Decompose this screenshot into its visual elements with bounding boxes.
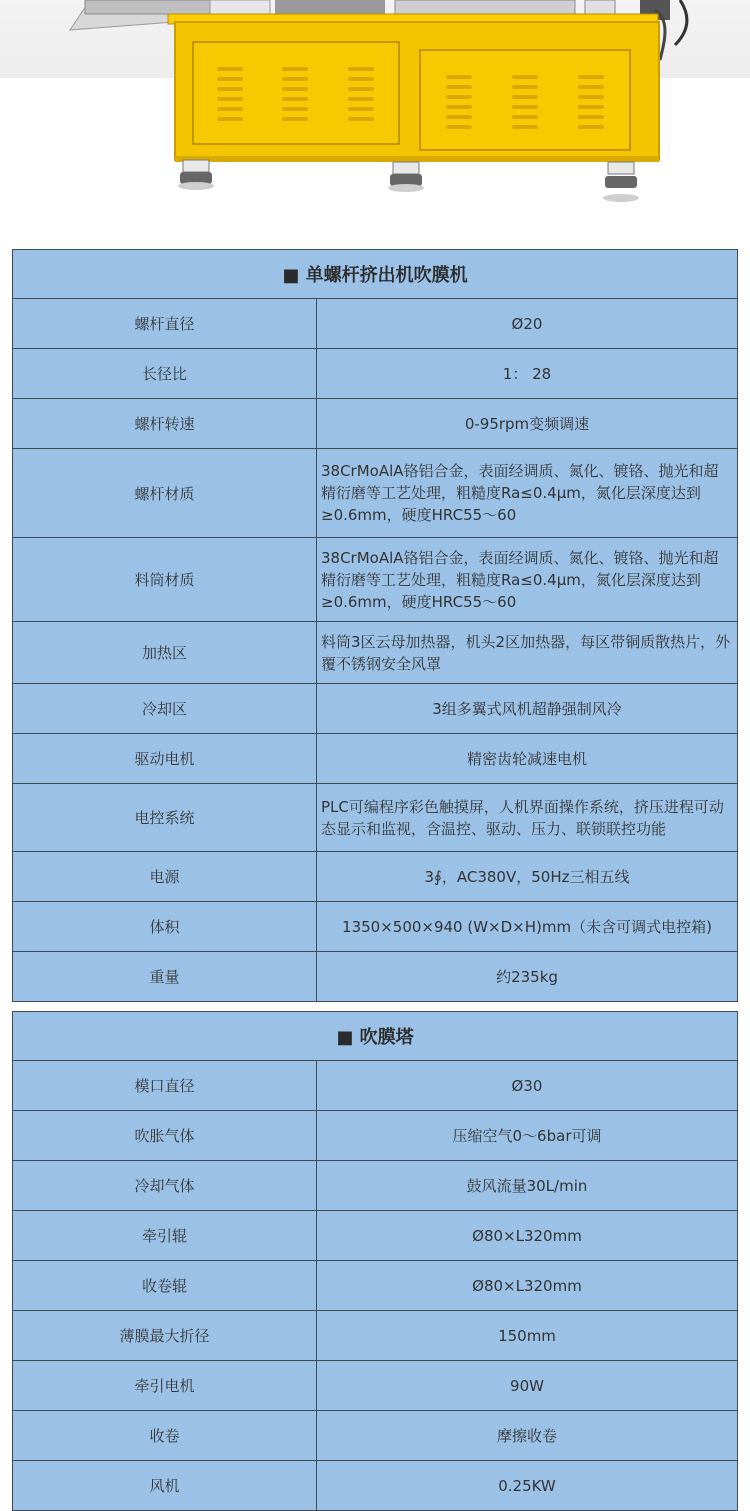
row-value: 约235kg <box>496 967 558 986</box>
extruder-table-title: ■ 单螺杆挤出机吹膜机 <box>13 250 737 299</box>
row-label: 吹胀气体 <box>13 1111 317 1160</box>
tower-table-title: ■ 吹膜塔 <box>13 1012 737 1061</box>
row-value: 摩擦收卷 <box>496 1426 557 1445</box>
row-label: 电源 <box>13 852 317 901</box>
row-label: 收卷辊 <box>13 1261 317 1310</box>
row-label: 驱动电机 <box>13 734 317 783</box>
row-label: 料筒材质 <box>13 538 317 621</box>
row-value: 1： 28 <box>502 364 552 383</box>
row-value: 压缩空气0～6bar可调 <box>452 1126 602 1145</box>
table-row <box>13 1411 737 1461</box>
row-label: 模口直径 <box>13 1061 317 1110</box>
row-value: 精密齿轮减速电机 <box>466 749 587 768</box>
row-label: 螺杆材质 <box>13 449 317 537</box>
table-row <box>13 1461 737 1510</box>
row-value: 料筒3区云母加热器，机头2区加热器，每区带铜质散热片，外覆不锈钢安全风罩 <box>321 632 731 673</box>
row-value: PLC可编程序彩色触摸屏，人机界面操作系统，挤压进程可动态显示和监视，含温控、驱动、压力、联锁联控功能 <box>321 797 724 838</box>
row-label: 螺杆转速 <box>13 399 317 448</box>
row-label: 体积 <box>13 902 317 951</box>
table-row <box>13 622 737 684</box>
row-label: 加热区 <box>13 622 317 683</box>
table-row <box>13 1111 737 1161</box>
extruder-machine-illustration <box>0 0 750 215</box>
table-row <box>13 952 737 1001</box>
table-row <box>13 1161 737 1211</box>
table-row <box>13 852 737 902</box>
table-row <box>13 902 737 952</box>
row-value: Ø80×L320mm <box>472 1226 582 1245</box>
row-value: 3组多翼式风机超静强制风冷 <box>432 699 622 718</box>
row-value: 0.25KW <box>498 1476 556 1495</box>
row-label: 牵引辊 <box>13 1211 317 1260</box>
table-row <box>13 399 737 449</box>
row-label: 收卷 <box>13 1411 317 1460</box>
row-label: 长径比 <box>13 349 317 398</box>
table-row <box>13 449 737 538</box>
row-value: Ø20 <box>511 314 543 333</box>
table-row <box>13 349 737 399</box>
table-row <box>13 1261 737 1311</box>
table-row <box>13 1361 737 1411</box>
table-row <box>13 299 737 349</box>
row-value: 38CrMoAlA铬铝合金，表面经调质、氮化、镀铬、抛光和超精衍磨等工艺处理，粗糙度Ra≤0.4μm，氮化层深度达到≥0.6mm，硬度HRC55～60 <box>321 548 719 611</box>
row-label: 螺杆直径 <box>13 299 317 348</box>
row-label: 薄膜最大折径 <box>13 1311 317 1360</box>
row-value: 38CrMoAlA铬铝合金，表面经调质、氮化、镀铬、抛光和超精衍磨等工艺处理，粗糙度Ra≤0.4μm，氮化层深度达到≥0.6mm，硬度HRC55～60 <box>321 462 719 524</box>
row-value: 90W <box>510 1376 544 1395</box>
machine-photo <box>0 0 750 215</box>
row-value: 3∮，AC380V，50Hz三相五线 <box>424 867 630 886</box>
extruder-spec-table <box>12 249 738 1002</box>
table-row <box>13 684 737 734</box>
row-value: 鼓风流量30L/min <box>466 1176 588 1195</box>
row-value: 1350×500×940 (W×D×H)mm（未含可调式电控箱) <box>342 917 712 936</box>
row-label: 牵引电机 <box>13 1361 317 1410</box>
table-row <box>13 734 737 784</box>
row-value: Ø80×L320mm <box>472 1276 582 1295</box>
row-label: 冷却区 <box>13 684 317 733</box>
table-row <box>13 1211 737 1261</box>
row-label: 风机 <box>13 1461 317 1510</box>
row-value: Ø30 <box>511 1076 543 1095</box>
table-row <box>13 1061 737 1111</box>
row-label: 电控系统 <box>13 784 317 851</box>
table-row <box>13 1311 737 1361</box>
table-row <box>13 784 737 852</box>
row-value: 150mm <box>498 1326 556 1345</box>
row-label: 冷却气体 <box>13 1161 317 1210</box>
row-label: 重量 <box>13 952 317 1001</box>
row-value: 0-95rpm变频调速 <box>464 414 590 433</box>
tower-spec-table <box>12 1011 738 1511</box>
table-row <box>13 538 737 622</box>
